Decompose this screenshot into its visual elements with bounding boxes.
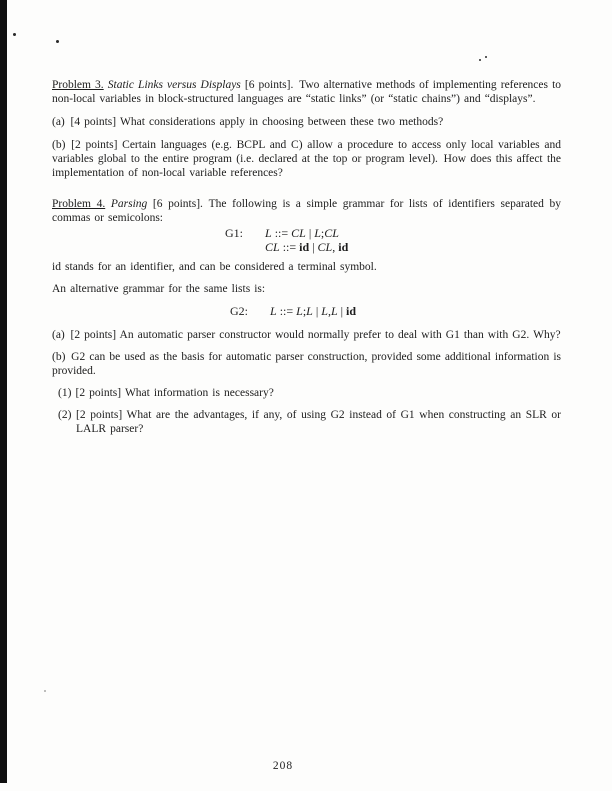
document-body — [52, 78, 561, 444]
grammar-g2-rule-1: L ::= L;L | L,L | id — [270, 304, 357, 318]
grammar-g1-rules — [265, 226, 348, 254]
problem4-title: Parsing — [110, 198, 148, 210]
problem4-part-b-sub2: (2) [2 points] What are the advantages, if any, of using G2 instead of G1 when constructing an SLR or LALR parser? — [58, 409, 561, 435]
problem3-title: Static Links versus Displays — [107, 79, 241, 91]
problem4-part-a: (a) [2 points] An automatic parser constructor would normally prefer to deal with G1 than with G2. Why? — [52, 329, 561, 341]
scan-speckle — [44, 690, 46, 692]
problem4-intro-text: [6 points]. The following is a simple grammar for lists of identifiers separated by commas or semicolons: — [52, 198, 562, 224]
problem4-part-b-sub1: (1) [2 points] What information is necessary? — [58, 387, 274, 399]
grammar-g2 — [230, 304, 561, 318]
problem4-heading: Problem 4. — [52, 198, 106, 210]
problem3-intro — [52, 78, 561, 106]
problem4-intro — [52, 197, 561, 225]
alternative-grammar-text: An alternative grammar for the same lists is: — [52, 283, 266, 295]
scan-speckle — [479, 59, 481, 61]
problem3-part-a: (a) [4 points] What considerations apply in choosing between these two methods? — [52, 116, 444, 128]
grammar-g2-rules — [270, 304, 356, 318]
problem3-part-b: (b) [2 points] Certain languages (e.g. BCPL and C) allow a procedure to access only local variables and variables global to the entire program (i.e. declared at the top or program level). How does this affect the implementation of non-local variable references? — [52, 139, 561, 179]
problem4-part-b: (b) G2 can be used as the basis for automatic parser construction, provided some additional information is provided. — [52, 351, 561, 377]
grammar-g1 — [225, 226, 561, 254]
page-number: 208 — [272, 760, 294, 772]
scan-speckle — [56, 40, 59, 43]
scan-edge-stripe — [0, 0, 7, 783]
grammar-g1-rule-1: L ::= CL | L;CL — [265, 226, 339, 240]
problem3-heading: Problem 3. — [52, 79, 104, 91]
grammar-g1-rule-2: CL ::= id | CL, id — [265, 240, 349, 254]
problem3-intro-text: [6 points]. Two alternative methods of implementing references to non-local variables in block-structured languages are “static links” (or “static chains”) and “displays”. — [52, 79, 562, 105]
grammar-g2-label: G2: — [230, 304, 248, 318]
scan-speckle — [485, 56, 487, 58]
grammar-g1-label: G1: — [225, 226, 243, 240]
scan-speckle — [13, 33, 16, 36]
id-terminal-note: id stands for an identifier, and can be considered a terminal symbol. — [52, 261, 377, 273]
